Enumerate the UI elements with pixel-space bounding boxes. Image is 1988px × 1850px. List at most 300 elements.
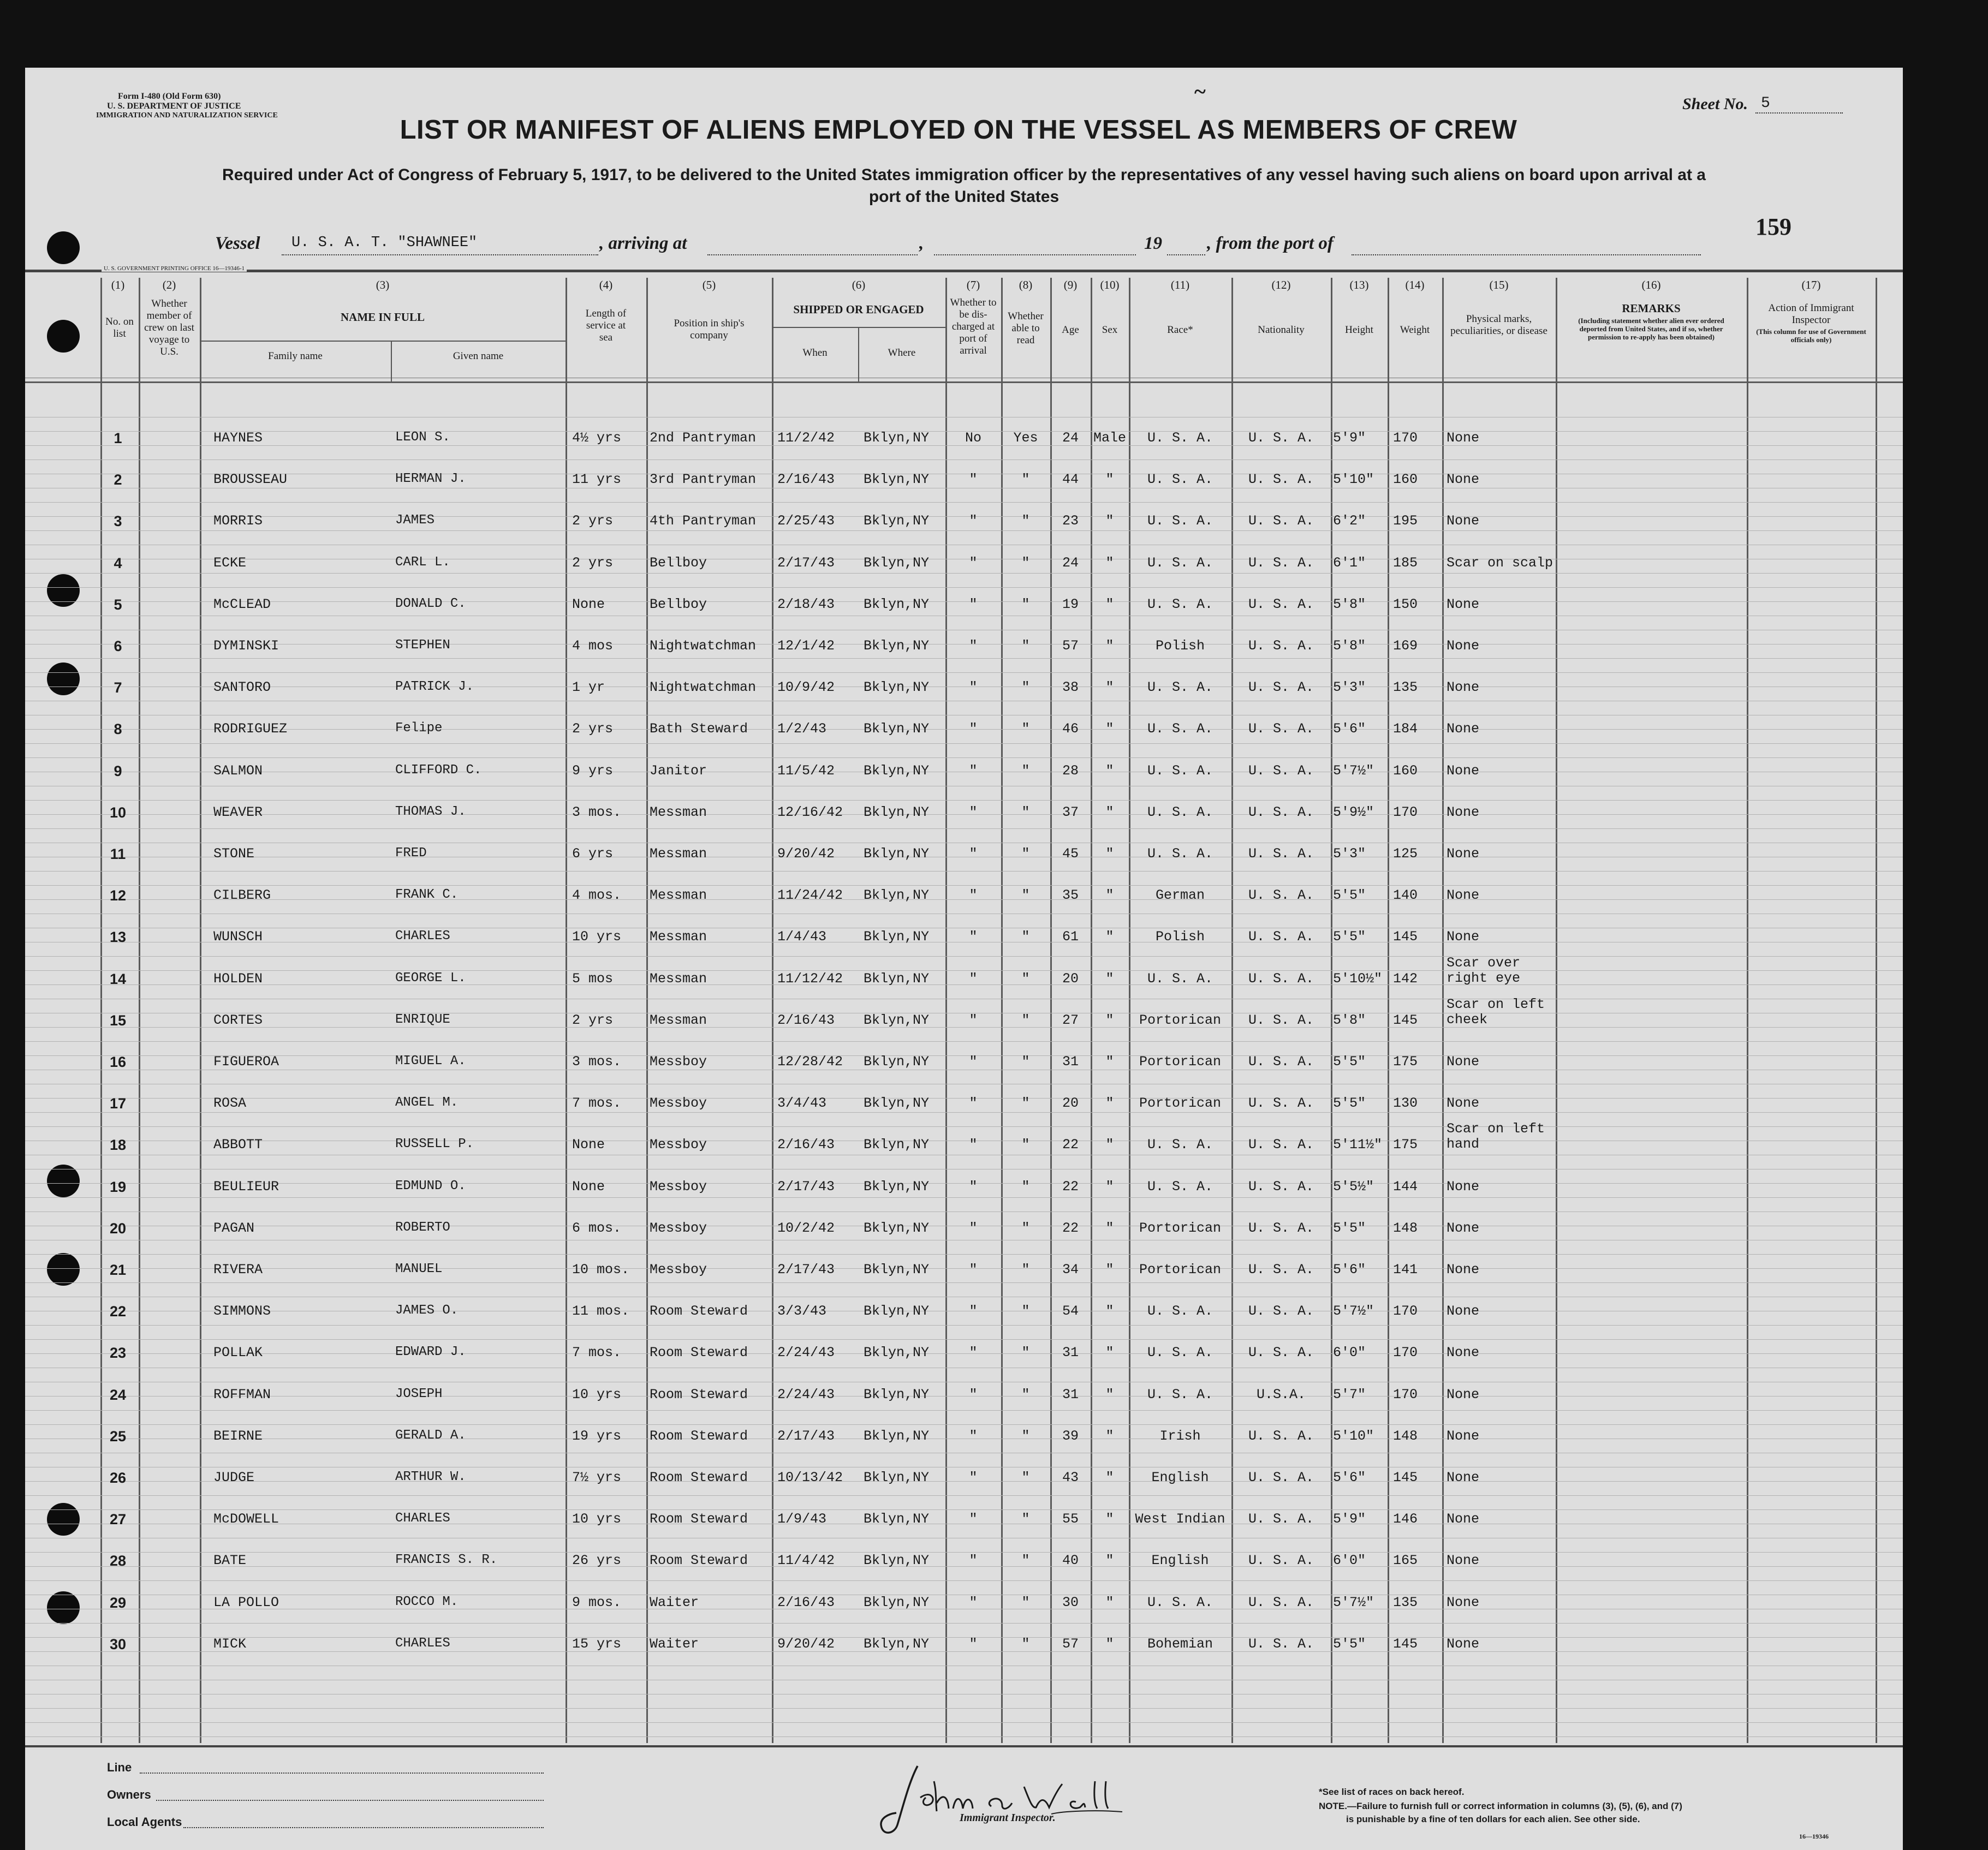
position: Messman bbox=[650, 846, 707, 862]
length-of-service: 10 yrs bbox=[572, 1386, 622, 1403]
row-number: 1 bbox=[114, 430, 122, 446]
able-to-read: " bbox=[1021, 1137, 1030, 1153]
sex: " bbox=[1105, 970, 1114, 987]
height: 5'9½" bbox=[1333, 804, 1374, 820]
able-to-read: " bbox=[1021, 1303, 1030, 1320]
manifest-sheet bbox=[25, 68, 1903, 1850]
header-where: Where bbox=[888, 347, 916, 359]
age: 24 bbox=[1062, 554, 1079, 571]
family-name: ABBOTT bbox=[213, 1137, 263, 1153]
weight: 175 bbox=[1393, 1054, 1418, 1070]
family-name: WEAVER bbox=[213, 804, 263, 820]
weight: 142 bbox=[1393, 970, 1418, 987]
able-to-read: " bbox=[1021, 1386, 1030, 1403]
shipped-where: Bklyn,NY bbox=[864, 638, 930, 654]
shipped-where: Bklyn,NY bbox=[864, 762, 930, 779]
physical-marks: Scar on left cheek bbox=[1447, 996, 1545, 1028]
given-name: FRED bbox=[395, 846, 427, 861]
punch-hole bbox=[47, 231, 80, 264]
age: 22 bbox=[1062, 1178, 1079, 1195]
shipped-where: Bklyn,NY bbox=[864, 1428, 930, 1444]
column-number: (2) bbox=[162, 278, 176, 291]
position: Nightwatchman bbox=[650, 638, 757, 654]
shipped-where: Bklyn,NY bbox=[864, 1345, 930, 1361]
race: U. S. A. bbox=[1147, 679, 1213, 696]
inspector-signature bbox=[866, 1759, 1150, 1841]
age: 22 bbox=[1062, 1220, 1079, 1236]
row-number: 26 bbox=[109, 1470, 127, 1486]
able-to-read: " bbox=[1021, 1262, 1030, 1278]
family-name: HOLDEN bbox=[213, 970, 263, 987]
column-number: (4) bbox=[599, 278, 613, 291]
column-number: (9) bbox=[1063, 278, 1078, 291]
row-number: 28 bbox=[109, 1553, 127, 1569]
date-year-label: 19 bbox=[1144, 234, 1162, 253]
height: 5'5" bbox=[1333, 887, 1366, 904]
height: 5'5" bbox=[1333, 1636, 1366, 1652]
race: English bbox=[1151, 1553, 1209, 1569]
family-name: SALMON bbox=[213, 762, 263, 779]
weight: 144 bbox=[1393, 1178, 1418, 1195]
sheet-number: 5 bbox=[1761, 95, 1770, 112]
given-name: CARL L. bbox=[395, 554, 450, 570]
race: U. S. A. bbox=[1147, 1137, 1213, 1153]
weight: 141 bbox=[1393, 1262, 1418, 1278]
able-to-read: " bbox=[1021, 472, 1030, 488]
physical-marks: None bbox=[1447, 1470, 1480, 1485]
race: Portorican bbox=[1139, 1054, 1222, 1070]
race: Portorican bbox=[1139, 1262, 1222, 1278]
height: 5'10" bbox=[1333, 472, 1374, 488]
physical-marks: None bbox=[1447, 1428, 1480, 1444]
length-of-service: None bbox=[572, 1178, 605, 1195]
position: 3rd Pantryman bbox=[650, 472, 757, 488]
race: U. S. A. bbox=[1147, 804, 1213, 820]
header-nationality: Nationality bbox=[1258, 324, 1305, 336]
nationality: U. S. A. bbox=[1248, 846, 1314, 862]
able-to-read: " bbox=[1021, 970, 1030, 987]
subtitle-line1: Required under Act of Congress of February 5, 1917, to be delivered to the United States immigration officer by the representatives of any vessel having such aliens on board upon arrival at a bbox=[222, 166, 1706, 184]
discharged: " bbox=[969, 1137, 978, 1153]
physical-marks: None bbox=[1447, 1553, 1480, 1569]
weight: 170 bbox=[1393, 804, 1418, 820]
height: 5'8" bbox=[1333, 638, 1366, 654]
nationality: U. S. A. bbox=[1248, 430, 1314, 446]
shipped-where: Bklyn,NY bbox=[864, 1054, 930, 1070]
able-to-read: " bbox=[1021, 1636, 1030, 1652]
sex: " bbox=[1105, 1636, 1114, 1652]
position: Messboy bbox=[650, 1095, 707, 1112]
length-of-service: 11 yrs bbox=[572, 472, 622, 488]
weight: 170 bbox=[1393, 1345, 1418, 1361]
weight: 145 bbox=[1393, 1636, 1418, 1652]
position: 4th Pantryman bbox=[650, 513, 757, 529]
race: Portorican bbox=[1139, 1220, 1222, 1236]
weight: 140 bbox=[1393, 887, 1418, 904]
shipped-where: Bklyn,NY bbox=[864, 554, 930, 571]
row-number: 11 bbox=[110, 846, 126, 862]
given-name: JAMES bbox=[395, 513, 435, 528]
sex: " bbox=[1105, 1220, 1114, 1236]
header-race: Race* bbox=[1167, 324, 1193, 336]
height: 5'7½" bbox=[1333, 1594, 1374, 1610]
discharged: " bbox=[969, 1511, 978, 1527]
header-sex: Sex bbox=[1102, 324, 1118, 336]
race: U. S. A. bbox=[1147, 762, 1213, 779]
length-of-service: 19 yrs bbox=[572, 1428, 622, 1444]
family-name: BEULIEUR bbox=[213, 1178, 279, 1195]
physical-marks: None bbox=[1447, 1636, 1480, 1652]
race: U. S. A. bbox=[1147, 472, 1213, 488]
column-number: (15) bbox=[1489, 278, 1509, 291]
discharged: " bbox=[969, 1178, 978, 1195]
age: 57 bbox=[1062, 1636, 1079, 1652]
length-of-service: 1 yr bbox=[572, 679, 605, 696]
length-of-service: 3 mos. bbox=[572, 804, 622, 820]
position: Room Steward bbox=[650, 1303, 748, 1320]
nationality: U. S. A. bbox=[1248, 929, 1314, 945]
discharged: " bbox=[969, 1054, 978, 1070]
able-to-read: " bbox=[1021, 596, 1030, 612]
race: U. S. A. bbox=[1147, 513, 1213, 529]
shipped-where: Bklyn,NY bbox=[864, 1095, 930, 1112]
given-name: THOMAS J. bbox=[395, 804, 466, 819]
position: Messman bbox=[650, 970, 707, 987]
position: Janitor bbox=[650, 762, 707, 779]
physical-marks: None bbox=[1447, 430, 1480, 446]
header-no-on-list: No. on list bbox=[105, 316, 134, 339]
header-shipped-engaged: SHIPPED OR ENGAGED bbox=[793, 303, 924, 316]
vessel-label: Vessel bbox=[215, 234, 260, 253]
column-number: (8) bbox=[1019, 278, 1033, 291]
length-of-service: 9 yrs bbox=[572, 762, 614, 779]
nationality: U. S. A. bbox=[1248, 804, 1314, 820]
given-name: CHARLES bbox=[395, 929, 450, 944]
length-of-service: 9 mos. bbox=[572, 1594, 622, 1610]
column-number: (5) bbox=[702, 278, 716, 291]
nationality: U. S. A. bbox=[1248, 721, 1314, 737]
race: U. S. A. bbox=[1147, 1594, 1213, 1610]
height: 5'7½" bbox=[1333, 1303, 1374, 1320]
race: U. S. A. bbox=[1147, 1178, 1213, 1195]
height: 5'6" bbox=[1333, 1470, 1366, 1485]
age: 23 bbox=[1062, 513, 1079, 529]
family-name: MICK bbox=[213, 1636, 247, 1652]
form-service: IMMIGRATION AND NATURALIZATION SERVICE bbox=[96, 111, 278, 120]
discharged: " bbox=[969, 513, 978, 529]
row-number: 24 bbox=[109, 1386, 127, 1403]
sex: " bbox=[1105, 1386, 1114, 1403]
race: Polish bbox=[1155, 638, 1205, 654]
height: 5'6" bbox=[1333, 721, 1366, 737]
shipped-where: Bklyn,NY bbox=[864, 1511, 930, 1527]
row-number: 8 bbox=[114, 721, 122, 738]
weight: 150 bbox=[1393, 596, 1418, 612]
discharged: " bbox=[969, 472, 978, 488]
age: 22 bbox=[1062, 1137, 1079, 1153]
family-name: FIGUEROA bbox=[213, 1054, 279, 1070]
sex: " bbox=[1105, 1470, 1114, 1485]
nationality: U. S. A. bbox=[1248, 1470, 1314, 1485]
header-when: When bbox=[802, 347, 828, 359]
length-of-service: 2 yrs bbox=[572, 554, 614, 571]
physical-marks: None bbox=[1447, 1178, 1480, 1195]
family-name: LA POLLO bbox=[213, 1594, 279, 1610]
header-name-in-full: NAME IN FULL bbox=[340, 311, 425, 324]
shipped-where: Bklyn,NY bbox=[864, 513, 930, 529]
height: 5'10½" bbox=[1333, 970, 1383, 987]
row-number: 23 bbox=[109, 1345, 127, 1362]
length-of-service: 5 mos bbox=[572, 970, 614, 987]
row-number: 3 bbox=[114, 513, 122, 530]
header-able-to-read: Whether able to read bbox=[1008, 311, 1044, 346]
position: Waiter bbox=[650, 1636, 699, 1652]
page-title: LIST OR MANIFEST OF ALIENS EMPLOYED ON THE VESSEL AS MEMBERS OF CREW bbox=[400, 115, 1517, 145]
age: 27 bbox=[1062, 1012, 1079, 1028]
sex: " bbox=[1105, 846, 1114, 862]
family-name: HAYNES bbox=[213, 430, 263, 446]
position: Room Steward bbox=[650, 1553, 748, 1569]
position: Room Steward bbox=[650, 1470, 748, 1485]
discharged: " bbox=[969, 1636, 978, 1652]
physical-marks: None bbox=[1447, 1054, 1480, 1070]
shipped-where: Bklyn,NY bbox=[864, 1262, 930, 1278]
length-of-service: None bbox=[572, 596, 605, 612]
shipped-when: 10/13/42 bbox=[777, 1470, 843, 1485]
given-name: CHARLES bbox=[395, 1511, 450, 1526]
row-number: 4 bbox=[114, 554, 122, 571]
nationality: U.S.A. bbox=[1256, 1386, 1306, 1403]
header-discharged: Whether to be dis-charged at port of arrival bbox=[950, 297, 997, 356]
nationality: U. S. A. bbox=[1248, 970, 1314, 987]
length-of-service: 6 mos. bbox=[572, 1220, 622, 1236]
shipped-when: 2/17/43 bbox=[777, 554, 835, 571]
length-of-service: 4½ yrs bbox=[572, 430, 622, 446]
row-number: 13 bbox=[109, 929, 127, 946]
punch-hole bbox=[47, 320, 80, 353]
length-of-service: 7 mos. bbox=[572, 1345, 622, 1361]
row-number: 10 bbox=[109, 804, 127, 821]
shipped-where: Bklyn,NY bbox=[864, 846, 930, 862]
shipped-where: Bklyn,NY bbox=[864, 472, 930, 488]
sheet-number-label: Sheet No. bbox=[1682, 95, 1748, 113]
age: 44 bbox=[1062, 472, 1079, 488]
length-of-service: 6 yrs bbox=[572, 846, 614, 862]
given-name: CHARLES bbox=[395, 1636, 450, 1651]
page-number: 159 bbox=[1755, 213, 1791, 240]
discharged: " bbox=[969, 1553, 978, 1569]
nationality: U. S. A. bbox=[1248, 679, 1314, 696]
discharged: " bbox=[969, 596, 978, 612]
length-of-service: 11 mos. bbox=[572, 1303, 630, 1320]
weight: 148 bbox=[1393, 1428, 1418, 1444]
shipped-when: 1/9/43 bbox=[777, 1511, 827, 1527]
age: 57 bbox=[1062, 638, 1079, 654]
length-of-service: 2 yrs bbox=[572, 513, 614, 529]
shipped-when: 2/25/43 bbox=[777, 513, 835, 529]
weight: 184 bbox=[1393, 721, 1418, 737]
physical-marks: None bbox=[1447, 721, 1480, 737]
owners-label: Owners bbox=[107, 1788, 151, 1801]
arriving-label: , arriving at bbox=[599, 234, 687, 253]
able-to-read: " bbox=[1021, 846, 1030, 862]
discharged: " bbox=[969, 846, 978, 862]
nationality: U. S. A. bbox=[1248, 1262, 1314, 1278]
given-name: PATRICK J. bbox=[395, 679, 474, 695]
header-inspector-action: Action of Immigrant Inspector bbox=[1768, 302, 1854, 326]
weight: 130 bbox=[1393, 1095, 1418, 1112]
height: 6'2" bbox=[1333, 513, 1366, 529]
punch-hole bbox=[47, 1591, 80, 1624]
weight: 169 bbox=[1393, 638, 1418, 654]
able-to-read: " bbox=[1021, 1428, 1030, 1444]
age: 39 bbox=[1062, 1428, 1079, 1444]
age: 31 bbox=[1062, 1386, 1079, 1403]
discharged: " bbox=[969, 679, 978, 696]
height: 5'6" bbox=[1333, 1262, 1366, 1278]
header-age: Age bbox=[1062, 324, 1079, 336]
nationality: U. S. A. bbox=[1248, 887, 1314, 904]
physical-marks: None bbox=[1447, 804, 1480, 820]
discharged: No bbox=[965, 430, 982, 446]
shipped-when: 11/2/42 bbox=[777, 430, 835, 446]
position: Messboy bbox=[650, 1137, 707, 1153]
given-name: ENRIQUE bbox=[395, 1012, 450, 1027]
family-name: McDOWELL bbox=[213, 1511, 279, 1527]
able-to-read: " bbox=[1021, 1178, 1030, 1195]
header-position: Position in ship's company bbox=[674, 318, 745, 341]
given-name: FRANCIS S. R. bbox=[395, 1553, 498, 1568]
position: Messman bbox=[650, 804, 707, 820]
age: 40 bbox=[1062, 1553, 1079, 1569]
sex: " bbox=[1105, 472, 1114, 488]
shipped-where: Bklyn,NY bbox=[864, 1470, 930, 1485]
given-name: ARTHUR W. bbox=[395, 1470, 466, 1484]
given-name: LEON S. bbox=[395, 430, 450, 445]
given-name: RUSSELL P. bbox=[395, 1137, 474, 1152]
family-name: STONE bbox=[213, 846, 255, 862]
row-number: 6 bbox=[114, 638, 122, 654]
height: 5'3" bbox=[1333, 846, 1366, 862]
able-to-read: " bbox=[1021, 1012, 1030, 1028]
sex: " bbox=[1105, 1553, 1114, 1569]
able-to-read: " bbox=[1021, 679, 1030, 696]
position: Room Steward bbox=[650, 1511, 748, 1527]
physical-marks: Scar on left hand bbox=[1447, 1121, 1545, 1153]
height: 5'8" bbox=[1333, 596, 1366, 612]
weight: 146 bbox=[1393, 1511, 1418, 1527]
position: Messboy bbox=[650, 1054, 707, 1070]
physical-marks: None bbox=[1447, 513, 1480, 529]
length-of-service: 4 mos bbox=[572, 638, 614, 654]
length-of-service: 26 yrs bbox=[572, 1553, 622, 1569]
position: Messman bbox=[650, 887, 707, 904]
physical-marks: None bbox=[1447, 596, 1480, 612]
position: Messboy bbox=[650, 1262, 707, 1278]
sex: " bbox=[1105, 1137, 1114, 1153]
able-to-read: " bbox=[1021, 1553, 1030, 1569]
length-of-service: None bbox=[572, 1137, 605, 1153]
sex: " bbox=[1105, 1303, 1114, 1320]
row-number: 25 bbox=[109, 1428, 127, 1445]
physical-marks: None bbox=[1447, 1095, 1480, 1112]
shipped-where: Bklyn,NY bbox=[864, 1553, 930, 1569]
age: 30 bbox=[1062, 1594, 1079, 1610]
shipped-where: Bklyn,NY bbox=[864, 1012, 930, 1028]
given-name: CLIFFORD C. bbox=[395, 762, 482, 778]
position: Nightwatchman bbox=[650, 679, 757, 696]
age: 43 bbox=[1062, 1470, 1079, 1485]
age: 61 bbox=[1062, 929, 1079, 945]
discharged: " bbox=[969, 1012, 978, 1028]
shipped-when: 3/4/43 bbox=[777, 1095, 827, 1112]
able-to-read: " bbox=[1021, 929, 1030, 945]
printing-office: U. S. GOVERNMENT PRINTING OFFICE 16—19346-1 bbox=[102, 265, 247, 272]
weight: 145 bbox=[1393, 1012, 1418, 1028]
physical-marks: None bbox=[1447, 929, 1480, 945]
comma: , bbox=[919, 234, 924, 253]
race: English bbox=[1151, 1470, 1209, 1485]
shipped-where: Bklyn,NY bbox=[864, 804, 930, 820]
shipped-when: 2/16/43 bbox=[777, 1594, 835, 1610]
sex: " bbox=[1105, 1054, 1114, 1070]
row-number: 15 bbox=[109, 1012, 127, 1029]
position: Room Steward bbox=[650, 1386, 748, 1403]
position: Messboy bbox=[650, 1178, 707, 1195]
family-name: ROFFMAN bbox=[213, 1386, 271, 1403]
discharged: " bbox=[969, 721, 978, 737]
age: 19 bbox=[1062, 596, 1079, 612]
height: 5'11½" bbox=[1333, 1137, 1383, 1153]
race: U. S. A. bbox=[1147, 554, 1213, 571]
length-of-service: 2 yrs bbox=[572, 721, 614, 737]
sex: " bbox=[1105, 554, 1114, 571]
sex: " bbox=[1105, 1178, 1114, 1195]
shipped-when: 1/4/43 bbox=[777, 929, 827, 945]
row-number: 16 bbox=[109, 1054, 127, 1070]
height: 5'8" bbox=[1333, 1012, 1366, 1028]
position: Room Steward bbox=[650, 1345, 748, 1361]
family-name: RODRIGUEZ bbox=[213, 721, 288, 737]
able-to-read: " bbox=[1021, 638, 1030, 654]
height: 5'7" bbox=[1333, 1386, 1366, 1403]
height: 5'10" bbox=[1333, 1428, 1374, 1444]
discharged: " bbox=[969, 1303, 978, 1320]
discharged: " bbox=[969, 638, 978, 654]
physical-marks: Scar over right eye bbox=[1447, 954, 1521, 986]
shipped-where: Bklyn,NY bbox=[864, 1594, 930, 1610]
shipped-when: 2/16/43 bbox=[777, 1137, 835, 1153]
physical-marks: None bbox=[1447, 638, 1480, 654]
header-physical-marks: Physical marks, peculiarities, or disease bbox=[1450, 313, 1547, 337]
column-number: (12) bbox=[1271, 278, 1291, 291]
row-number: 21 bbox=[109, 1262, 127, 1278]
header-length-of-service: Length of service at sea bbox=[585, 308, 627, 343]
height: 5'9" bbox=[1333, 430, 1366, 446]
column-number: (7) bbox=[966, 278, 980, 291]
nationality: U. S. A. bbox=[1248, 1178, 1314, 1195]
age: 31 bbox=[1062, 1054, 1079, 1070]
print-code: 16—19346 bbox=[1799, 1833, 1829, 1840]
height: 5'5" bbox=[1333, 1220, 1366, 1236]
shipped-when: 2/24/43 bbox=[777, 1345, 835, 1361]
family-name: BROUSSEAU bbox=[213, 472, 288, 488]
shipped-where: Bklyn,NY bbox=[864, 679, 930, 696]
position: Bellboy bbox=[650, 596, 707, 612]
given-name: FRANK C. bbox=[395, 887, 459, 903]
given-name: JOSEPH bbox=[395, 1386, 443, 1401]
able-to-read: " bbox=[1021, 887, 1030, 904]
